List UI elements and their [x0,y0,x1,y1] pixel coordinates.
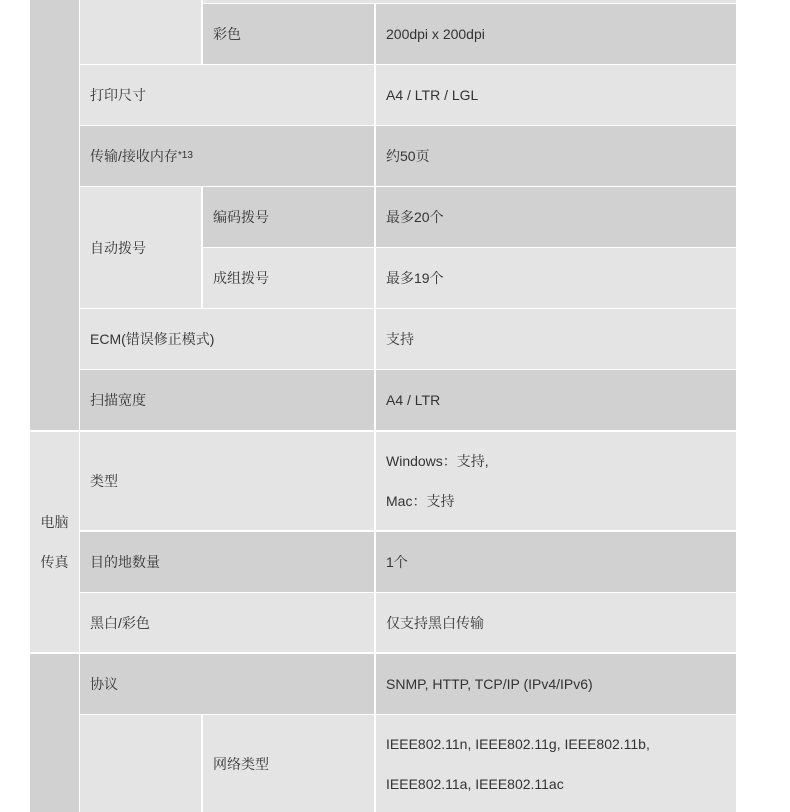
row-label-ecm: ECM(错误修正模式) [80,309,374,369]
value-type [376,432,736,530]
row-label-auto-dial: 自动拨号 [80,187,201,308]
value-type-windows: Windows：支持, [386,453,489,469]
category-label-pc-fax-2: 传真 [40,554,69,570]
value-bw-color: 仅支持黑白传输 [376,593,736,652]
value-print-size: A4 / LTR / LGL [376,65,736,125]
value-net-type-line1: IEEE802.11n, IEEE802.11g, IEEE802.11b, [386,735,650,752]
row-label-type: 类型 [80,432,374,530]
group-cell-resolution [80,0,201,64]
value-color-resolution: 200dpi x 200dpi [376,4,736,64]
group-cell-wireless [80,715,201,812]
value-net-type-line2: IEEE802.11a, IEEE802.11ac [386,775,564,792]
subrow-label-net-type: 网络类型 [203,715,374,812]
category-cell-fax [30,0,79,430]
value-type-mac: Mac：支持 [386,493,455,509]
row-label-bw-color: 黑白/彩色 [80,593,374,652]
category-label-pc-fax-1: 电脑 [40,514,69,530]
value-destinations: 1个 [376,532,736,592]
value-scan-width: A4 / LTR [376,370,736,430]
value-memory: 约50页 [376,126,736,186]
row-label-print-size: 打印尺寸 [80,65,374,125]
row-label-memory: 传输/接收内存 *13 [80,126,374,186]
value-protocol: SNMP, HTTP, TCP/IP (IPv4/IPv6) [376,654,736,714]
category-cell-pc-fax [30,432,79,652]
value-ecm: 支持 [376,309,736,369]
value-group-dial: 最多19个 [376,248,736,308]
row-label-protocol: 协议 [80,654,374,714]
memory-label-text: 传输/接收内存 [90,148,178,164]
row-label-destinations: 目的地数量 [80,532,374,592]
top-strip [203,0,736,3]
subrow-label-group-dial: 成组拨号 [203,248,374,308]
value-net-type [376,715,736,812]
row-label-scan-width: 扫描宽度 [80,370,374,430]
subrow-label-coded-dial: 编码拨号 [203,187,374,247]
value-coded-dial: 最多20个 [376,187,736,247]
category-cell-network [30,654,79,812]
subrow-label-color: 彩色 [203,4,374,64]
